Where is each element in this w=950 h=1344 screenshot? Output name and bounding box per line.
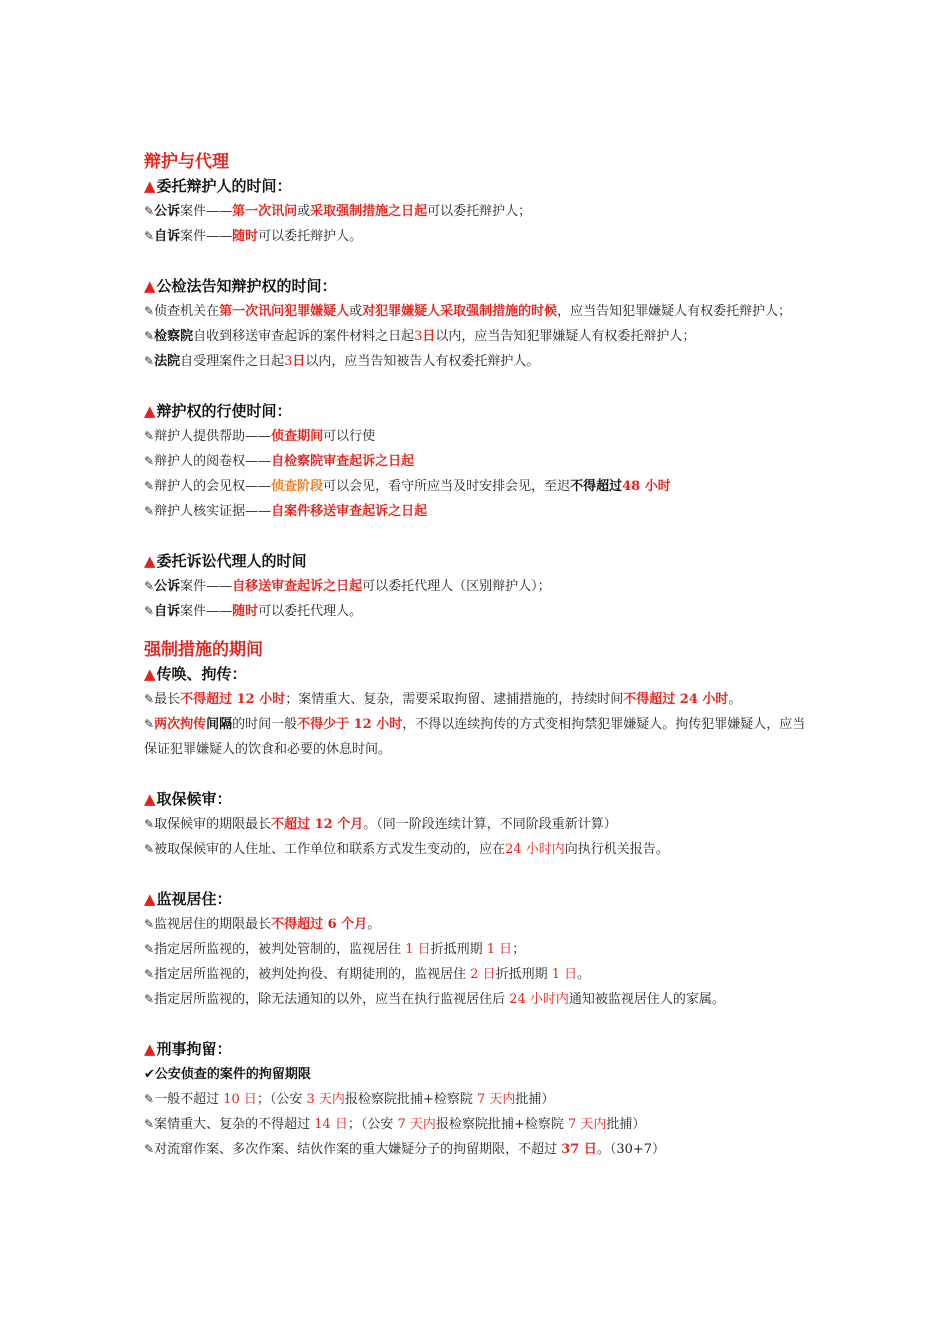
text-run: 两次拘传 — [154, 717, 207, 732]
bullet-line — [144, 224, 814, 249]
text-run: 。（同一阶段连续计算，不同阶段重新计算） — [363, 817, 617, 832]
text-run: 14 日 — [314, 1117, 348, 1132]
triangle-icon: ▲ — [144, 177, 156, 195]
text-run: 侦查阶段 — [271, 479, 324, 494]
bullet-line — [144, 987, 814, 1012]
text-run: 1 日 — [405, 942, 431, 957]
bullet-line — [144, 449, 814, 474]
pencil-icon: ✎ — [144, 1117, 155, 1131]
topic-group — [144, 787, 814, 862]
bullet-line — [144, 349, 814, 374]
text-run: 公诉 — [154, 579, 181, 594]
triangle-icon: ▲ — [144, 552, 156, 570]
pencil-icon: ✎ — [144, 917, 155, 931]
text-run: 可以委托辩护人； — [427, 204, 532, 219]
section — [144, 150, 814, 624]
text-run: 自诉 — [154, 229, 181, 244]
bullet-line — [144, 599, 814, 624]
topic-heading-text: 取保候审： — [156, 790, 232, 808]
section-title: 强制措施的期间 — [144, 640, 263, 660]
text-run: 10 日 — [223, 1092, 257, 1107]
bullet-line — [144, 937, 814, 962]
text-run: 通知被监视居住人的家属。 — [568, 992, 725, 1007]
triangle-icon: ▲ — [144, 1040, 156, 1058]
text-run: 24 小时内 — [509, 992, 569, 1007]
text-run: 2 日 — [470, 967, 496, 982]
text-run: 不得超过 6 个月 — [271, 917, 368, 932]
pencil-icon: ✎ — [144, 942, 155, 956]
text-run: 报检察院批捕+检察院 — [435, 1117, 568, 1132]
topic-group — [144, 887, 814, 1012]
text-run: 案件—— — [180, 579, 233, 594]
text-run: 公诉 — [154, 204, 181, 219]
topic-group — [144, 549, 814, 624]
text-run: 可以会见，看守所应当及时安排会见，至迟 — [323, 479, 571, 494]
bullet-line — [144, 299, 814, 324]
text-run: 法院 — [154, 354, 181, 369]
text-run: 随时 — [232, 229, 259, 244]
text-run: 批捕） — [606, 1117, 646, 1132]
bullet-line — [144, 812, 814, 837]
text-run: 指定居所监视的，除无法通知的以外，应当在执行监视居住后 — [154, 992, 510, 1007]
topic-heading — [144, 274, 814, 299]
text-run: 日 — [422, 329, 436, 344]
pencil-icon: ✎ — [144, 304, 155, 318]
bullet-line — [144, 474, 814, 499]
bullet-line — [144, 1112, 814, 1137]
text-run: ；（公安 — [347, 1117, 398, 1132]
text-run: 案件—— — [180, 604, 233, 619]
pencil-icon: ✎ — [144, 479, 155, 493]
pencil-icon: ✎ — [144, 842, 155, 856]
text-run: 最长 — [154, 692, 181, 707]
text-run: 。 — [728, 692, 742, 707]
text-run: 向执行机关报告。 — [564, 842, 669, 857]
text-run: ；（公安 — [256, 1092, 307, 1107]
topic-heading-text: 传唤、拘传： — [156, 665, 247, 683]
text-run: 自移送审查起诉之日起 — [232, 579, 363, 594]
text-run: ，不得以连续拘传的方式变相拘禁犯罪嫌疑人。拘传犯罪嫌疑人，应当保证犯罪嫌疑人的饮食和必要的休息时间。 — [144, 717, 806, 757]
text-run: 指定居所监视的，被判处管制的，监视居住 — [154, 942, 406, 957]
topic-group — [144, 399, 814, 524]
text-run: 1 日 — [486, 942, 513, 957]
text-run: 7 天内 — [397, 1117, 436, 1132]
text-run: 24 小时内 — [505, 842, 565, 857]
bullet-line — [144, 687, 814, 712]
text-run: 7 天内 — [476, 1092, 516, 1107]
pencil-icon: ✎ — [144, 1092, 155, 1106]
text-run: 第一次讯问 — [232, 204, 298, 219]
text-run: 案件—— — [180, 204, 233, 219]
topic-heading-text: 辩护权的行使时间： — [156, 402, 292, 420]
topic-heading-text: 委托诉讼代理人的时间 — [156, 552, 307, 570]
text-run: 可以委托代理人（区别辩护人）； — [362, 579, 551, 594]
text-run: 3 — [414, 329, 423, 344]
text-run: 案件—— — [180, 229, 233, 244]
topic-heading-text: 委托辩护人的时间： — [156, 177, 292, 195]
text-run: 可以委托代理人。 — [258, 604, 363, 619]
text-run: 对流窜作案、多次作案、结伙作案的重大嫌疑分子的拘留期限，不超过 — [154, 1142, 562, 1157]
pencil-icon: ✎ — [144, 692, 155, 706]
text-run: 辩护人提供帮助—— — [154, 429, 272, 444]
bullet-line — [144, 499, 814, 524]
text-run: 自受理案件之日起 — [180, 354, 285, 369]
text-run: 侦查机关在 — [154, 304, 220, 319]
text-run: 被取保候审的人住址、工作单位和联系方式发生变动的，应在 — [154, 842, 506, 857]
text-run: 不超过 12 个月 — [271, 817, 364, 832]
text-run: 侦查期间 — [271, 429, 324, 444]
text-run: 批捕） — [515, 1092, 555, 1107]
text-run: ； — [512, 942, 526, 957]
text-run: 1 日 — [551, 967, 578, 982]
section-title: 辩护与代理 — [144, 152, 229, 172]
text-run: 采取强制措施之日起 — [310, 204, 428, 219]
text-run: 折抵刑期 — [495, 967, 552, 982]
pencil-icon: ✎ — [144, 204, 155, 218]
document-body — [144, 150, 814, 1162]
text-run: 或 — [349, 304, 363, 319]
text-run: 对犯罪嫌疑人采取强制措施的时候 — [362, 304, 558, 319]
topic-heading — [144, 399, 814, 424]
text-run: 随时 — [232, 604, 259, 619]
triangle-icon: ▲ — [144, 277, 156, 295]
topic-heading-text: 刑事拘留： — [156, 1040, 232, 1058]
bullet-line — [144, 962, 814, 987]
triangle-icon: ▲ — [144, 790, 156, 808]
text-run: 。 — [367, 917, 381, 932]
text-run: 自诉 — [154, 604, 181, 619]
text-run: 自案件移送审查起诉之日起 — [271, 504, 428, 519]
bullet-line — [144, 574, 814, 599]
text-run: 或 — [297, 204, 311, 219]
text-run: 以内，应当告知被告人有权委托辩护人。 — [305, 354, 540, 369]
bullet-line — [144, 199, 814, 224]
text-run: 不得少于 12 小时 — [297, 717, 403, 732]
text-run: 案情重大、复杂的不得超过 — [154, 1117, 315, 1132]
pencil-icon: ✎ — [144, 579, 155, 593]
pencil-icon: ✎ — [144, 717, 155, 731]
triangle-icon: ▲ — [144, 890, 156, 908]
text-run: 可以委托辩护人。 — [258, 229, 363, 244]
triangle-icon: ▲ — [144, 665, 156, 683]
triangle-icon: ▲ — [144, 402, 156, 420]
topic-heading — [144, 887, 814, 912]
text-run: 一般不超过 — [154, 1092, 224, 1107]
topic-group — [144, 274, 814, 374]
text-run: 48 小时 — [622, 479, 671, 494]
pencil-icon: ✎ — [144, 1142, 155, 1156]
text-run: 可以行使 — [323, 429, 376, 444]
text-run: 自收到移送审查起诉的案件材料之日起 — [193, 329, 415, 344]
topic-group — [144, 1037, 814, 1162]
sub-heading-text: 公安侦查的案件的拘留期限 — [154, 1067, 311, 1082]
pencil-icon: ✎ — [144, 817, 155, 831]
text-run: 报检察院批捕+检察院 — [344, 1092, 477, 1107]
topic-heading — [144, 174, 814, 199]
bullet-line — [144, 712, 814, 762]
text-run: 3 天内 — [306, 1092, 345, 1107]
text-run: 辩护人核实证据—— — [154, 504, 272, 519]
pencil-icon: ✎ — [144, 604, 155, 618]
text-run: 不得超过 24 小时 — [623, 692, 729, 707]
topic-group — [144, 662, 814, 762]
text-run: 3 — [284, 354, 293, 369]
text-run: ，应当告知犯罪嫌疑人有权委托辩护人； — [557, 304, 792, 319]
pencil-icon: ✎ — [144, 329, 155, 343]
text-run: 监视居住的期限最长 — [154, 917, 272, 932]
text-run: 指定居所监视的，被判处拘役、有期徒刑的，监视居住 — [154, 967, 471, 982]
pencil-icon: ✎ — [144, 454, 155, 468]
topic-heading — [144, 662, 814, 687]
pencil-icon: ✎ — [144, 967, 155, 981]
check-icon: ✔ — [144, 1067, 155, 1082]
pencil-icon: ✎ — [144, 354, 155, 368]
topic-heading-text: 监视居住： — [156, 890, 232, 908]
text-run: 。 — [577, 967, 591, 982]
sub-heading — [144, 1062, 814, 1087]
bullet-line — [144, 324, 814, 349]
text-run: 辩护人的阅卷权—— — [154, 454, 272, 469]
topic-heading — [144, 549, 814, 574]
topic-group — [144, 174, 814, 249]
text-run: 37 日 — [561, 1142, 597, 1157]
text-run: 不得超过 — [570, 479, 623, 494]
text-run: 。（30+7） — [596, 1142, 666, 1157]
text-run: 以内，应当告知犯罪嫌疑人有权委托辩护人； — [435, 329, 696, 344]
text-run: 7 天内 — [567, 1117, 607, 1132]
section — [144, 638, 814, 1162]
topic-heading — [144, 787, 814, 812]
text-run: 间隔 — [206, 717, 233, 732]
text-run: 检察院 — [154, 329, 194, 344]
pencil-icon: ✎ — [144, 229, 155, 243]
text-run: 自检察院审查起诉之日起 — [271, 454, 415, 469]
text-run: 的时间一般 — [232, 717, 298, 732]
pencil-icon: ✎ — [144, 504, 155, 518]
bullet-line — [144, 912, 814, 937]
bullet-line — [144, 1087, 814, 1112]
pencil-icon: ✎ — [144, 429, 155, 443]
text-run: 折抵刑期 — [430, 942, 487, 957]
bullet-line — [144, 837, 814, 862]
text-run: 取保候审的期限最长 — [154, 817, 272, 832]
topic-heading-text: 公检法告知辩护权的时间： — [156, 277, 337, 295]
text-run: 日 — [292, 354, 306, 369]
bullet-line — [144, 1137, 814, 1162]
text-run: 第一次讯问犯罪嫌疑人 — [219, 304, 350, 319]
text-run: 辩护人的会见权—— — [154, 479, 272, 494]
text-run: 不得超过 12 小时 — [180, 692, 286, 707]
topic-heading — [144, 1037, 814, 1062]
pencil-icon: ✎ — [144, 992, 155, 1006]
text-run: ；案情重大、复杂，需要采取拘留、逮捕措施的，持续时间 — [285, 692, 624, 707]
bullet-line — [144, 424, 814, 449]
